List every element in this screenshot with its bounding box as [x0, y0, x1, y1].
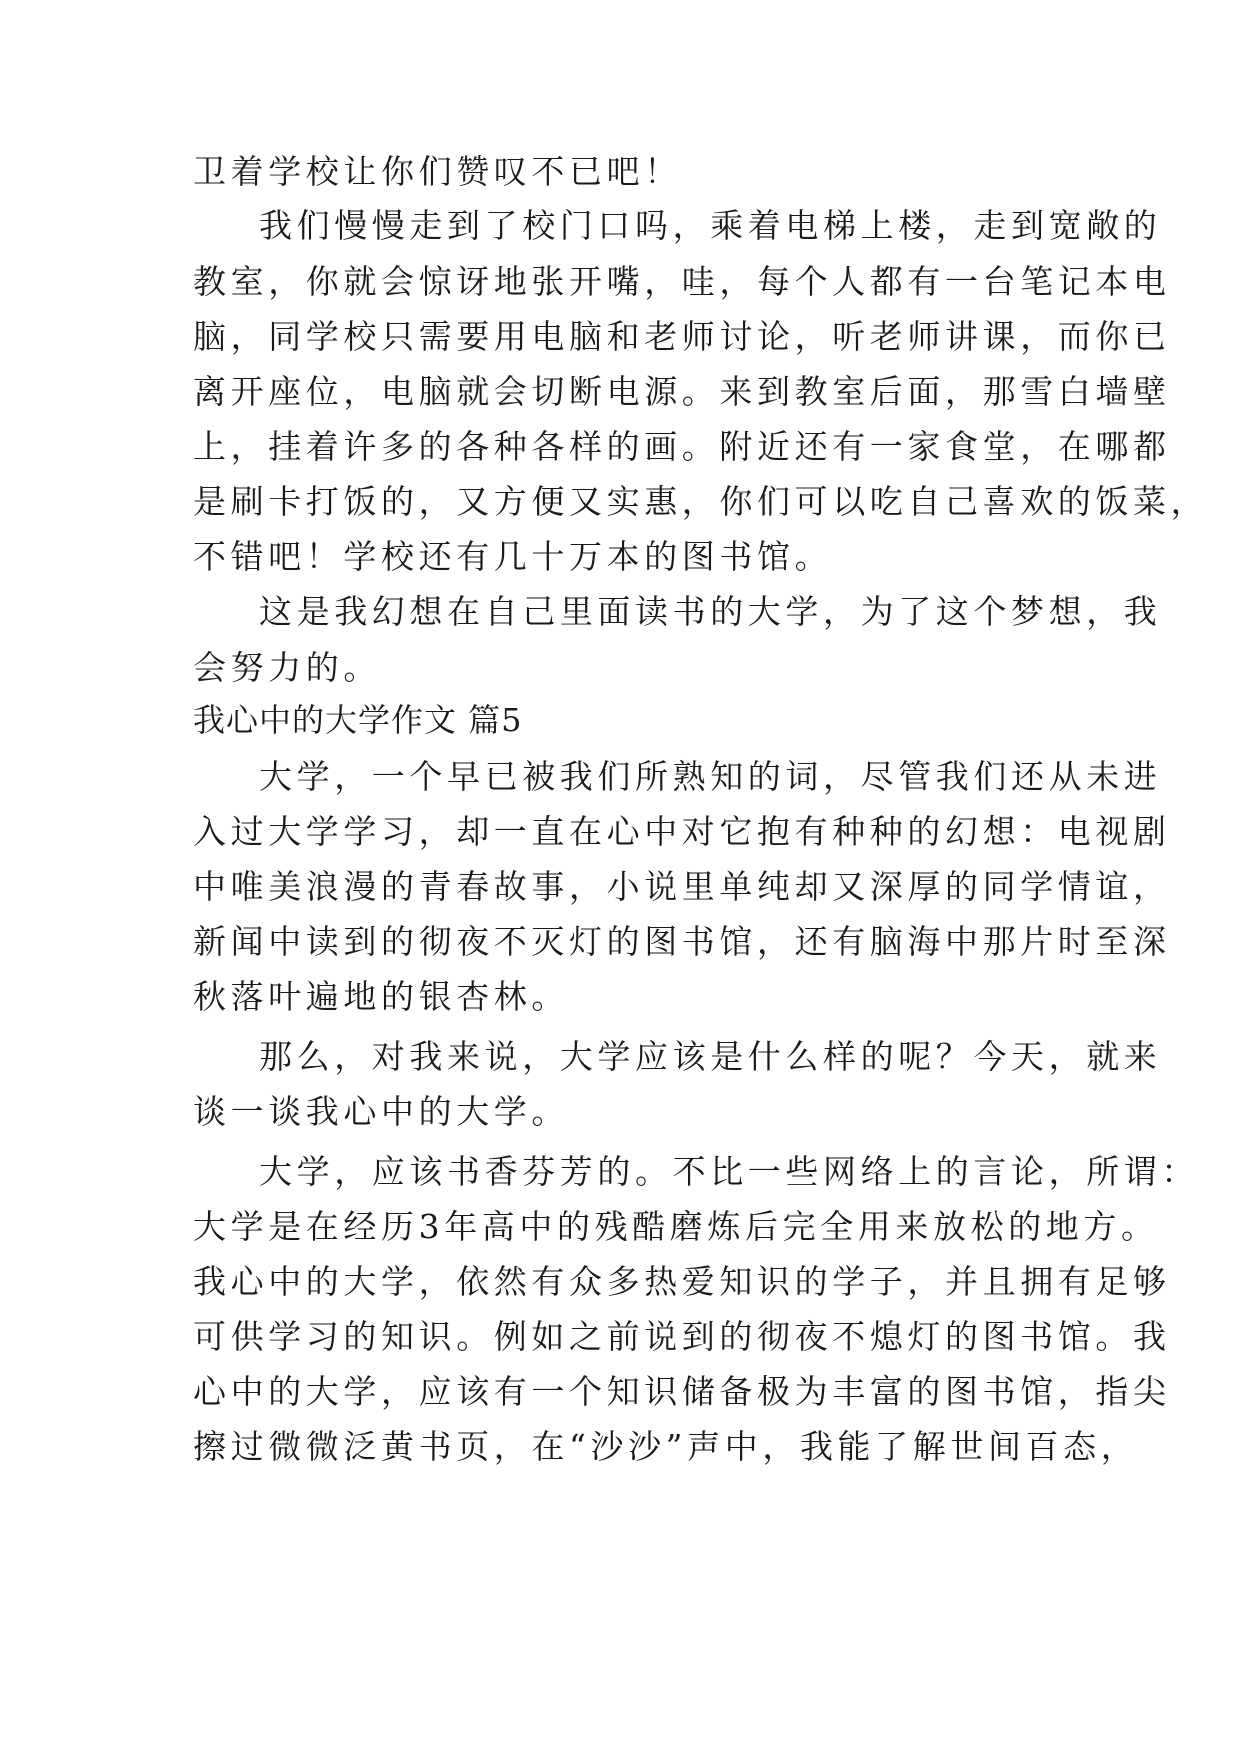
- text-line: 擦过微微泛黄书页，在“沙沙”声中，我能了解世间百态，: [193, 1427, 1139, 1466]
- text-line: 入过大学学习，却一直在心中对它抱有种种的幻想：电视剧: [193, 812, 1171, 851]
- text-line: 卫着学校让你们赞叹不已吧！: [193, 152, 682, 191]
- paragraph-start: 我们慢慢走到了校门口吗，乘着电梯上楼，走到宽敞的: [259, 206, 1162, 245]
- paragraph-start: 大学，一个早已被我们所熟知的词，尽管我们还从未进: [259, 757, 1162, 796]
- paragraph-start: 这是我幻想在自己里面读书的大学，为了这个梦想，我: [259, 592, 1162, 631]
- text-line: 教室，你就会惊讶地张开嘴，哇，每个人都有一台笔记本电: [193, 262, 1171, 301]
- text-line: 不错吧！学校还有几十万本的图书馆。: [193, 537, 833, 576]
- text-line: 离开座位，电脑就会切断电源。来到教室后面，那雪白墙壁: [193, 372, 1171, 411]
- text-line: 可供学习的知识。例如之前说到的彻夜不熄灯的图书馆。我: [193, 1317, 1171, 1356]
- text-line: 会努力的。: [193, 648, 381, 687]
- text-line: 谈一谈我心中的大学。: [193, 1092, 569, 1131]
- text-line: 大学是在经历3年高中的残酷磨炼后完全用来放松的地方。: [193, 1207, 1159, 1246]
- text-line: 是刷卡打饭的，又方便又实惠，你们可以吃自己喜欢的饭菜，: [193, 482, 1209, 521]
- text-line: 脑，同学校只需要用电脑和老师讨论，听老师讲课，而你已: [193, 317, 1171, 356]
- text-line: 上，挂着许多的各种各样的画。附近还有一家食堂，在哪都: [193, 427, 1171, 466]
- paragraph-start: 大学，应该书香芬芳的。不比一些网络上的言论，所谓：: [259, 1152, 1199, 1191]
- paragraph-start: 那么，对我来说，大学应该是什么样的呢？今天，就来: [259, 1037, 1162, 1076]
- text-line: 秋落叶遍地的银杏林。: [193, 977, 569, 1016]
- text-line: 中唯美浪漫的青春故事，小说里单纯却又深厚的同学情谊，: [193, 867, 1171, 906]
- text-line: 我心中的大学，依然有众多热爱知识的学子，并且拥有足够: [193, 1262, 1171, 1301]
- text-line: 心中的大学，应该有一个知识储备极为丰富的图书馆，指尖: [193, 1372, 1171, 1411]
- text-line: 新闻中读到的彻夜不灭灯的图书馆，还有脑海中那片时至深: [193, 922, 1171, 961]
- section-heading: 我心中的大学作文 篇5: [193, 701, 523, 739]
